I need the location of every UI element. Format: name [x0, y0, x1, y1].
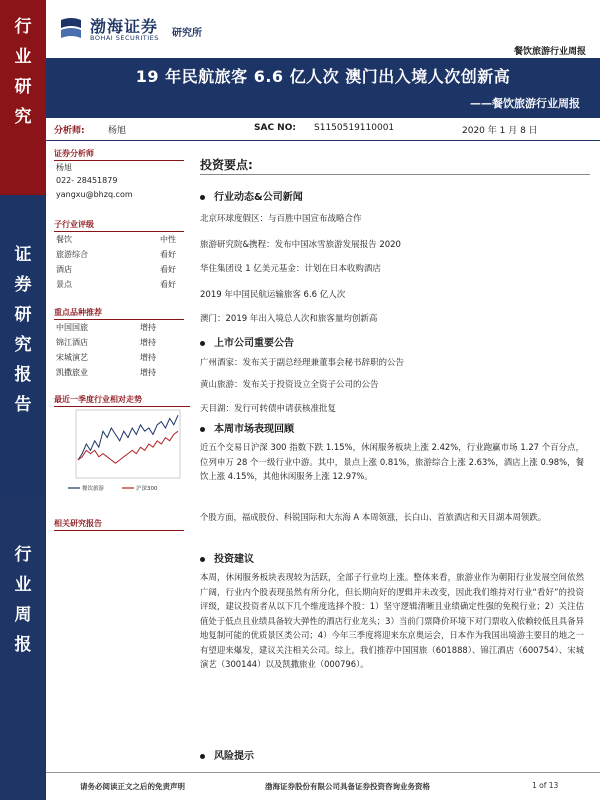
logo-text-cn: 渤海证券: [90, 17, 159, 36]
sub-rating-row: 旅游综合 看好: [56, 250, 176, 259]
footer-qualification: 渤海证券股份有限公司具备证券投资咨询业务资格: [265, 782, 430, 791]
legend-label-1: 餐饮旅游: [82, 486, 105, 492]
analyst-label: 分析师:: [54, 126, 85, 136]
band-industry-research: 行 业 研 究: [0, 0, 46, 195]
stock-row: 中国国旅 增持: [56, 323, 156, 332]
section-risk-warning: 风险提示: [200, 747, 254, 762]
footer-divider: [46, 772, 600, 773]
analyst-email[interactable]: yangxu@bhzq.com: [56, 190, 133, 199]
trend-chart-header: 最近一季度行业相对走势: [54, 394, 190, 407]
logo-text-en: BOHAI SECURITIES: [90, 34, 159, 42]
band-weekly-report: 行 业 周 报: [0, 495, 46, 800]
footer-disclaimer: 请务必阅读正文之后的免责声明: [80, 782, 185, 791]
legend-label-2: 沪深300: [136, 486, 158, 492]
bullet-icon: [200, 754, 205, 759]
chart-frame: [76, 410, 180, 478]
sac-number: S1150519110001: [314, 123, 395, 133]
page-number: 1 of 13: [532, 781, 559, 790]
section-market-review: 本周市场表现回顾: [200, 420, 294, 435]
announcement-item: 黄山旅游：发布关于投资设立全资子公司的公告: [200, 380, 379, 390]
announcement-item: 广州酒家：发布关于副总经理兼董事会秘书辞职的公告: [200, 358, 405, 368]
bullet-icon: [200, 557, 205, 562]
left-band: [0, 0, 46, 800]
bullet-icon: [200, 195, 205, 200]
sub-rating-row: 餐饮 中性: [56, 235, 176, 244]
news-item: 北京环球度假区：与百胜中国宣布战略合作: [200, 214, 362, 224]
heading-divider: [200, 174, 590, 175]
bohai-logo: [58, 14, 268, 46]
stock-row: 锦江酒店 增持: [56, 338, 156, 347]
news-item: 澳门：2019 年出入境总人次和旅客量均创新高: [200, 314, 378, 324]
main-title: 19 年民航旅客 6.6 亿人次 澳门出入境人次创新高: [135, 67, 511, 86]
key-points-heading: 投资要点:: [200, 158, 253, 172]
analyst-name: 杨旭: [108, 126, 127, 136]
bullet-icon: [200, 427, 205, 432]
institute-label: 研究所: [172, 28, 202, 39]
section-company-announcements: 上市公司重要公告: [200, 334, 294, 349]
section-industry-news: 行业动态&公司新闻: [200, 188, 303, 203]
investment-advice-paragraph: 本周，休闲服务板块表现较为活跃，全部子行业均上涨。整体来看，旅游业作为朝阳行业发展空间依然广阔，行业内个股表现虽然有所分化，但长期向好的逻辑并未改变，因此我们维持对行业“看好”的投资评级，建议投资者从以下几个维度选择个股：1）坚守逻辑清晰且业绩确定性强的免税行业；2）关注估值处于低点且业绩具备较大弹性的酒店行业龙头；3）当前门票降价环境下对门票收入依赖较低且具备异地复制可能的优质景区类公司；4）今年三季度将迎来东京奥运会，日本作为我国出境游主要目的地之一有望迎来爆发，建议关注相关公司。综上，我们推荐中国国旅（601888）、锦江酒店（600754）、宋城演艺（300144）以及凯撒旅业（000796）。: [200, 572, 584, 669]
sac-label: SAC NO:: [254, 123, 296, 133]
report-date: 2020 年 1 月 8 日: [462, 126, 538, 136]
sub-rating-row: 酒店 看好: [56, 265, 176, 274]
sidebar-analyst-name: 杨旭: [56, 163, 72, 172]
related-reports-header: 相关研究报告: [54, 518, 184, 531]
trend-chart: [60, 408, 184, 496]
series-line-2: [78, 431, 178, 463]
sub-title: ——餐饮旅游行业周报: [470, 97, 580, 110]
section-investment-advice: 投资建议: [200, 550, 254, 565]
sub-rating-header: 子行业评级: [54, 219, 184, 232]
news-item: 旅游研究院&携程：发布中国冰雪旅游发展报告 2020: [200, 240, 401, 250]
stock-row: 凯撒旅业 增持: [56, 368, 156, 377]
title-bar: [46, 58, 600, 118]
analyst-phone: 022- 28451879: [56, 176, 118, 185]
announcement-item: 天目湖：发行可转债申请获核准批复: [200, 404, 337, 414]
bullet-icon: [200, 341, 205, 346]
analyst-section-header: 证券分析师: [54, 148, 184, 161]
news-item: 华住集团设 1 亿美元基金：计划在日本收购酒店: [200, 264, 381, 274]
stock-pick-header: 重点品种推荐: [54, 307, 184, 320]
report-type: 餐饮旅游行业周报: [513, 47, 586, 57]
analyst-row: [46, 118, 600, 141]
market-review-paragraph: 近五个交易日沪深 300 指数下跌 1.15%，休闲服务板块上涨 2.42%，行业跑赢市场 1.27 个百分点，位列申万 28 个一级行业中游。其中，景点上涨 0.81%，旅游综合上涨 2.63%，酒店上涨 0.98%，餐饮上涨 4.15%，其他休闲服务上涨 12.97%。: [200, 442, 584, 481]
stock-row: 宋城演艺 增持: [56, 353, 156, 362]
stock-movers-paragraph: 个股方面，福成股份、科锐国际和大东海 A 本周领涨，长白山、首旅酒店和天目湖本周领跌。: [200, 512, 547, 522]
bohai-emblem-icon: [58, 16, 84, 42]
sub-rating-row: 景点 看好: [56, 280, 176, 289]
band-securities-report: 证 券 研 究 报 告: [0, 195, 46, 495]
news-item: 2019 年中国民航运输旅客 6.6 亿人次: [200, 290, 346, 300]
